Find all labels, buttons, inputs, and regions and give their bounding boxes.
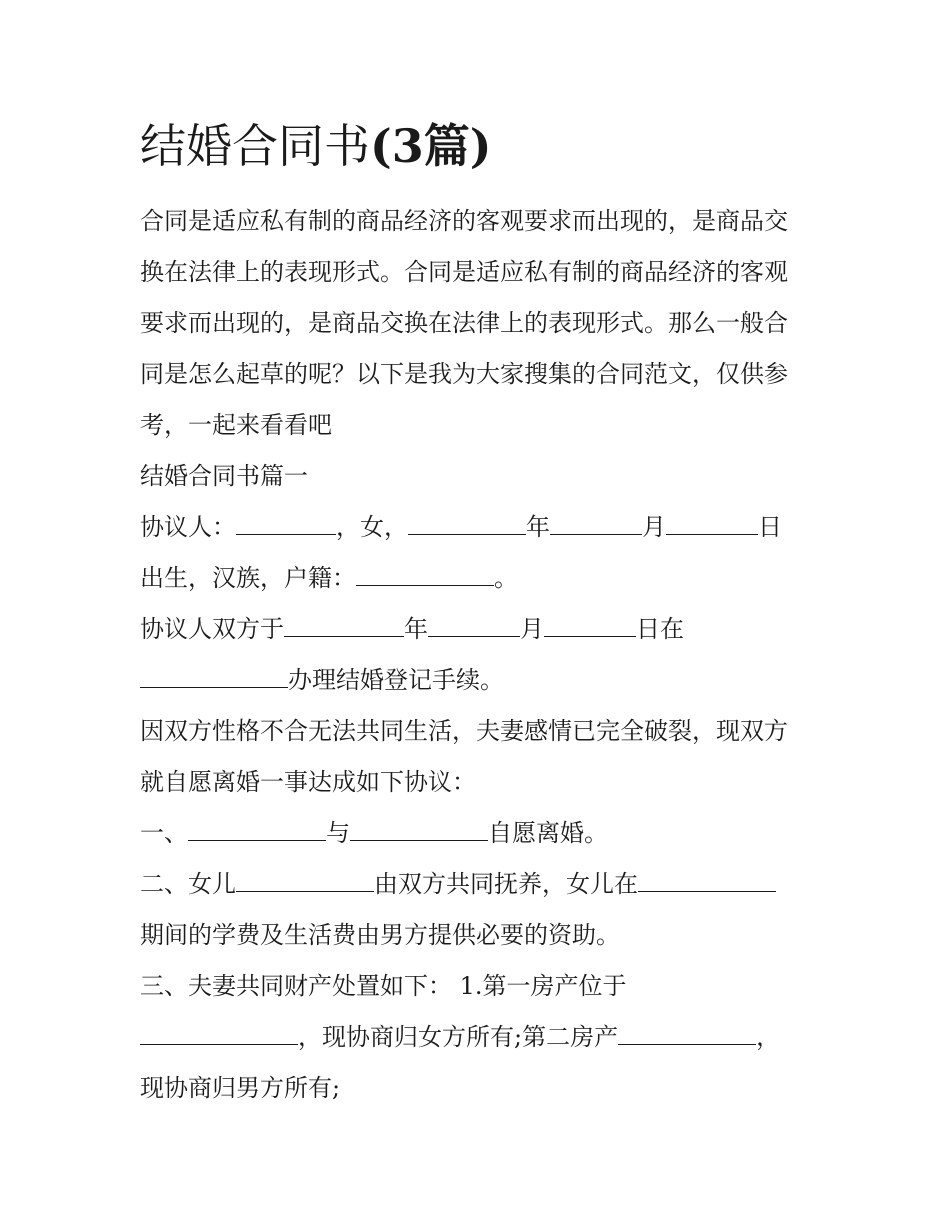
item-2	[140, 868, 776, 900]
item-2-continued: 期间的学费及生活费由男方提供必要的资助。	[140, 921, 620, 949]
day-label: 日	[758, 513, 782, 541]
blank-field	[140, 1022, 298, 1045]
year-label: 年	[526, 513, 550, 541]
intro-line: 考，一起来看看吧	[140, 411, 332, 439]
registration-place-line	[140, 664, 504, 696]
blank-field	[408, 512, 526, 535]
party-gender: ，女，	[336, 513, 408, 541]
blank-field	[188, 818, 326, 841]
blank-field	[356, 563, 494, 586]
item-text: 自愿离婚。	[488, 819, 608, 847]
blank-field	[618, 1022, 756, 1045]
intro-line: 换在法律上的表现形式。合同是适应私有制的商品经济的客观	[140, 258, 788, 286]
section-heading: 结婚合同书篇一	[140, 462, 308, 490]
registration-label: 协议人双方于	[140, 615, 284, 643]
period: 。	[494, 564, 518, 592]
blank-field	[428, 614, 520, 637]
day-at-label: 日在	[636, 615, 684, 643]
intro-line: 同是怎么起草的呢？以下是我为大家搜集的合同范文，仅供参	[140, 360, 788, 388]
registration-line	[140, 613, 684, 645]
intro-line: 合同是适应私有制的商品经济的客观要求而出现的，是商品交	[140, 207, 788, 235]
blank-field	[350, 818, 488, 841]
intro-line: 要求而出现的，是商品交换在法律上的表现形式。那么一般合	[140, 309, 788, 337]
year-label: 年	[404, 615, 428, 643]
document-title	[140, 118, 492, 174]
item-3-property-line	[140, 1021, 780, 1053]
item-number: 一、	[140, 819, 188, 847]
item-3-continued: 现协商归男方所有;	[140, 1074, 341, 1102]
blank-field	[140, 665, 288, 688]
month-label: 月	[642, 513, 666, 541]
reason-line: 就自愿离婚一事达成如下协议：	[140, 768, 476, 796]
item-text: ，现协商归女方所有;第二房产	[298, 1023, 619, 1051]
item-3: 三、夫妻共同财产处置如下： 1.第一房产位于	[140, 972, 627, 1000]
comma: ，	[756, 1023, 781, 1051]
title-text: 结婚合同书	[140, 119, 370, 173]
birth-label: 出生，汉族，户籍：	[140, 564, 356, 592]
item-text: 与	[326, 819, 350, 847]
month-label: 月	[520, 615, 544, 643]
party-label: 协议人：	[140, 513, 236, 541]
blank-field	[236, 512, 336, 535]
item-1	[140, 817, 608, 849]
item-text: 由双方共同抚养，女儿在	[374, 870, 638, 898]
reason-line: 因双方性格不合无法共同生活，夫妻感情已完全破裂，现双方	[140, 717, 788, 745]
blank-field	[544, 614, 636, 637]
blank-field	[236, 869, 374, 892]
party-line	[140, 511, 782, 543]
blank-field	[638, 869, 776, 892]
registration-text: 办理结婚登记手续。	[288, 666, 504, 694]
blank-field	[550, 512, 642, 535]
blank-field	[284, 614, 404, 637]
item-text: 二、女儿	[140, 870, 236, 898]
title-count: (3篇)	[370, 119, 492, 173]
birth-line	[140, 562, 518, 594]
blank-field	[666, 512, 758, 535]
